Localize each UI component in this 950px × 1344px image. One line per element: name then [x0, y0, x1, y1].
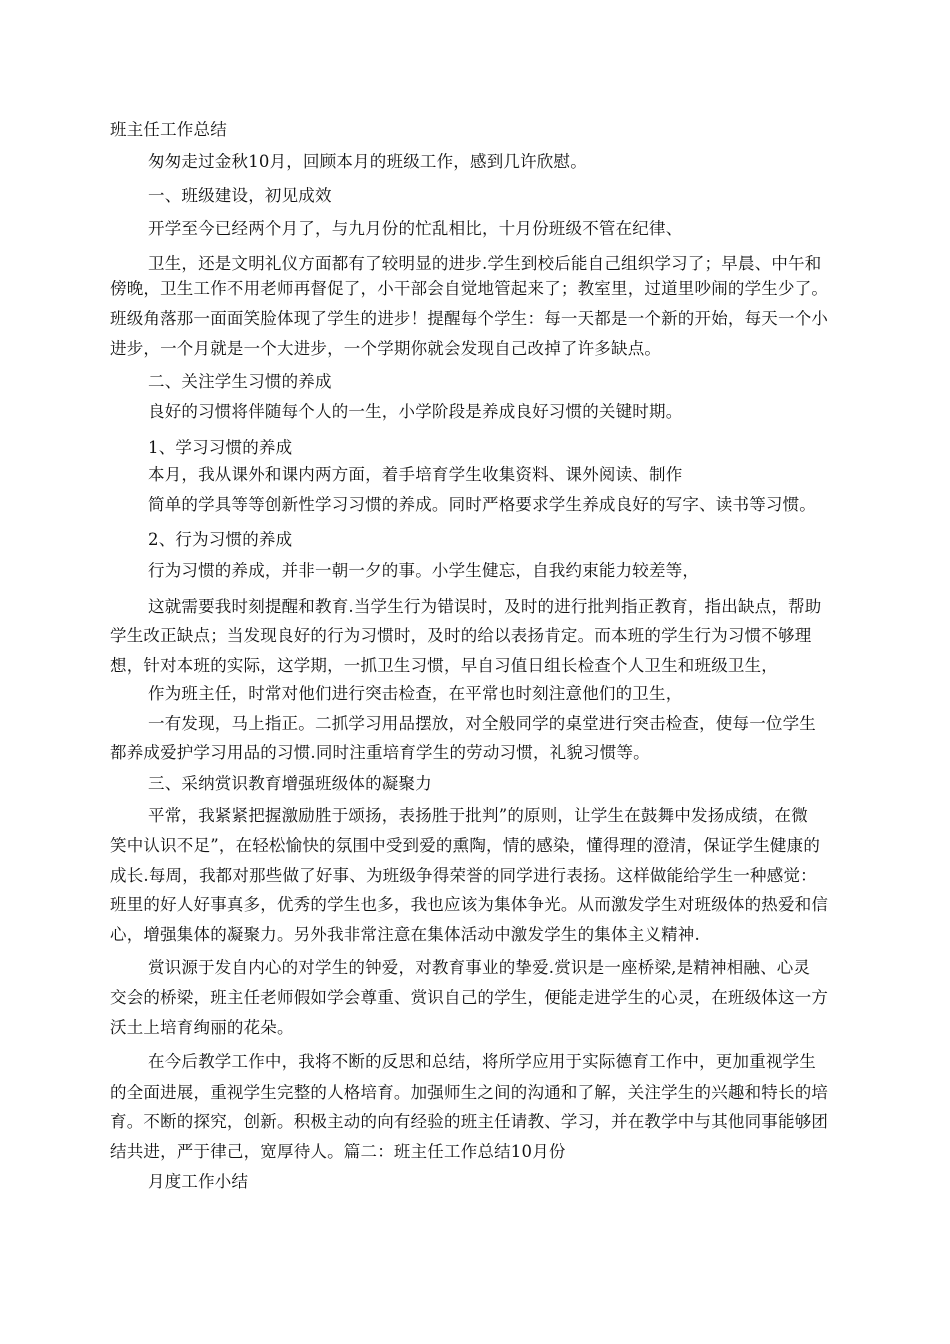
text-line: 一有发现，马上指正。二抓学习用品摆放，对全般同学的桌堂进行突击检查，使每一位学生 — [148, 714, 816, 733]
text-line: 学生改正缺点；当发现良好的行为习惯时，及时的给以表扬肯定。而本班的学生行为习惯不够理 — [110, 626, 812, 645]
text-line: 作为班主任，时常对他们进行突击检查，在平常也时刻注意他们的卫生， — [148, 684, 683, 703]
text-line: 简单的学具等等创新性学习习惯的养成。同时严格要求学生养成良好的写字、读书等习惯。 — [148, 495, 816, 514]
document-title: 班主任工作总结 — [110, 120, 227, 139]
text-line: 都养成爱护学习用品的习惯.同时注重培育学生的劳动习惯，礼貌习惯等。 — [110, 743, 650, 762]
text-line: 卫生，还是文明礼仪方面都有了较明显的进步.学生到校后能自己组织学习了；早晨、中午和 — [148, 254, 822, 273]
text-line: 的全面进展，重视学生完整的人格培育。加强师生之间的沟通和了解，关注学生的兴趣和特长的培 — [110, 1083, 829, 1102]
text-line: 成长.每周，我都对那些做了好事、为班级争得荣誉的同学进行表扬。这样做能给学生一种感觉： — [110, 866, 817, 885]
text-line: 班级角落那一面面笑脸体现了学生的进步！提醒每个学生：每一天都是一个新的开始，每天一个小 — [110, 309, 829, 328]
subsection-heading-2: 2、行为习惯的养成 — [148, 530, 293, 549]
text-line: 笑中认识不足”，在轻松愉快的氛围中受到爱的熏陶，情的感染，懂得理的澄清，保证学生健康的 — [110, 836, 821, 855]
section-heading-1: 一、班级建设，初见成效 — [148, 186, 332, 205]
text-line: 结共进，严于律己，宽厚待人。篇二：班主任工作总结10月份 — [110, 1142, 566, 1161]
text-line: 平常，我紧紧把握激励胜于颂扬，表扬胜于批判”的原则，让学生在鼓舞中发扬成绩，在微 — [148, 806, 808, 825]
section-heading-2: 二、关注学生习惯的养成 — [148, 372, 332, 391]
text-line: 这就需要我时刻提醒和教育.当学生行为错误时，及时的进行批判指正教育，指出缺点，帮助 — [148, 597, 822, 616]
text-line: 开学至今已经两个月了，与九月份的忙乱相比，十月份班级不管在纪律、 — [148, 219, 683, 238]
text-line: 赏识源于发自内心的对学生的钟爱，对教育事业的挚爱.赏识是一座桥梁,是精神相融、心灵 — [148, 958, 811, 977]
text-line: 交会的桥梁，班主任老师假如学会尊重、赏识自己的学生，便能走进学生的心灵，在班级体这一方 — [110, 988, 829, 1007]
text-line: 沃土上培育绚丽的花朵。 — [110, 1018, 294, 1037]
intro-line: 匆匆走过金秋10月，回顾本月的班级工作，感到几许欣慰。 — [148, 152, 587, 171]
text-line: 良好的习惯将伴随每个人的一生，小学阶段是养成良好习惯的关键时期。 — [148, 402, 683, 421]
text-line: 傍晚，卫生工作不用老师再督促了，小干部会自觉地管起来了；教室里，过道里吵闹的学生少了。 — [110, 279, 829, 298]
text-line: 育。不断的探究，创新。积极主动的向有经验的班主任请教、学习，并在教学中与其他同事能够团 — [110, 1112, 829, 1131]
text-line: 心，增强集体的凝聚力。另外我非常注意在集体活动中激发学生的集体主义精神. — [110, 925, 700, 944]
text-line: 想，针对本班的实际，这学期，一抓卫生习惯，早自习值日组长检查个人卫生和班级卫生， — [110, 656, 778, 675]
section-heading-3: 三、采纳赏识教育增强班级体的凝聚力 — [148, 774, 432, 793]
text-line: 行为习惯的养成，并非一朝一夕的事。小学生健忘，自我约束能力较差等， — [148, 561, 700, 580]
text-line: 班里的好人好事真多，优秀的学生也多，我也应该为集体争光。从而激发学生对班级体的热爱和信 — [110, 895, 829, 914]
subsection-heading-1: 1、学习习惯的养成 — [148, 438, 293, 457]
text-line: 进步，一个月就是一个大进步，一个学期你就会发现自己改掉了许多缺点。 — [110, 339, 662, 358]
text-line: 本月，我从课外和课内两方面，着手培育学生收集资料、课外阅读、制作 — [148, 465, 683, 484]
text-line: 在今后教学工作中，我将不断的反思和总结，将所学应用于实际德育工作中，更加重视学生 — [148, 1052, 816, 1071]
closing-heading: 月度工作小结 — [148, 1172, 249, 1191]
